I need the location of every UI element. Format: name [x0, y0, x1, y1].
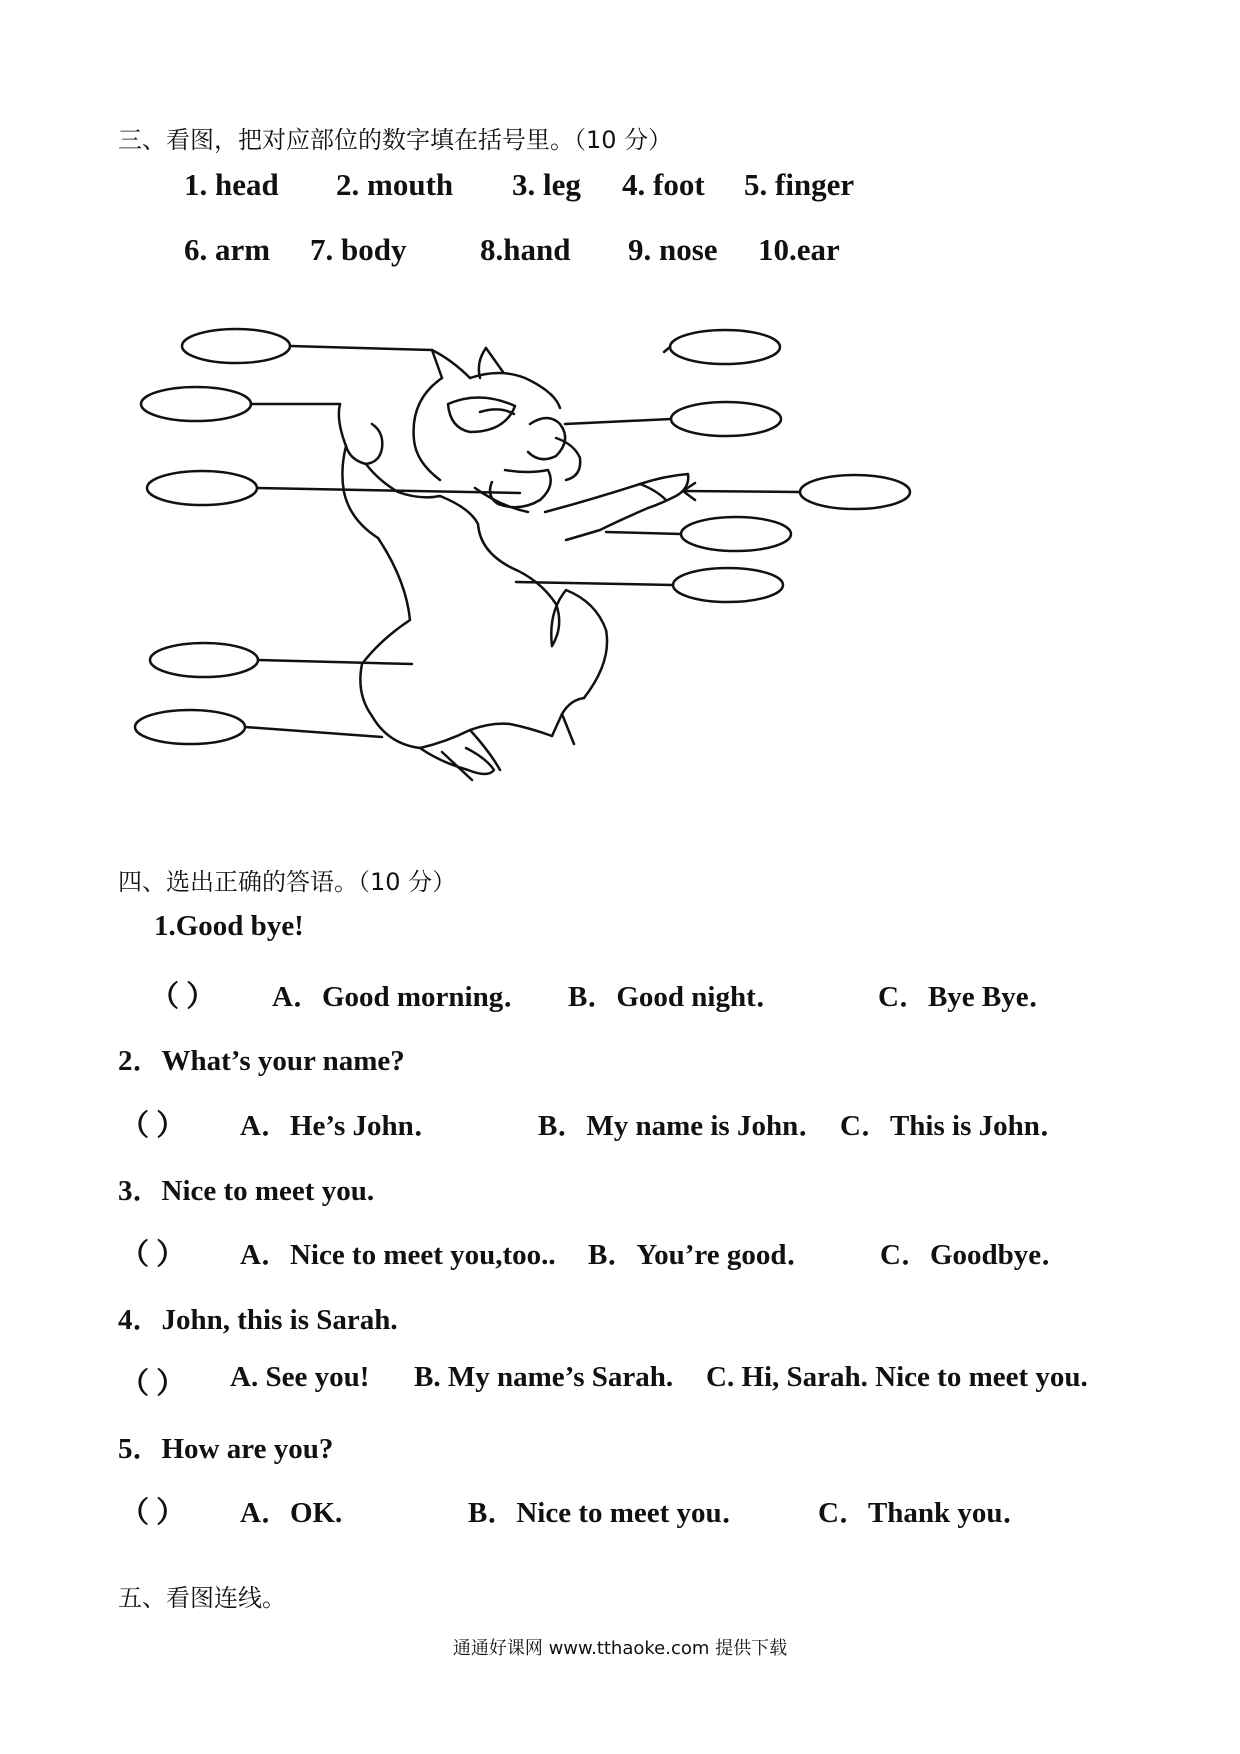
option-c: C．This is John． [840, 1110, 1069, 1142]
option-b: B．My name is John． [538, 1110, 828, 1142]
answer-oval[interactable] [671, 402, 781, 436]
answer-paren[interactable]: （ ） [120, 1497, 186, 1529]
option-a: A. See you! [230, 1361, 370, 1393]
answer-oval[interactable] [182, 329, 290, 363]
vocab-item: 3. leg [512, 167, 581, 202]
question-text: 5．How are you? [118, 1433, 334, 1465]
answer-oval[interactable] [681, 517, 791, 551]
vocab-item: 7. body [310, 232, 407, 267]
vocab-item: 9. nose [628, 232, 718, 267]
answer-paren[interactable]: （ ） [120, 1368, 186, 1400]
option-c: C. Hi, Sarah. Nice to meet you. [706, 1361, 1088, 1393]
answer-oval[interactable] [150, 643, 258, 677]
question-text: 4．John, this is Sarah. [118, 1304, 398, 1336]
squirrel-diagram [0, 300, 1240, 820]
vocab-item: 10.ear [758, 232, 840, 267]
option-c: C．Thank you． [818, 1497, 1032, 1529]
answer-oval[interactable] [147, 471, 257, 505]
question-text: 1.Good bye! [154, 910, 304, 942]
question-text: 2．What’s your name? [118, 1045, 405, 1077]
option-a: A．OK. [240, 1497, 343, 1529]
vocab-item: 1. head [184, 167, 279, 202]
answer-paren[interactable]: （ ） [120, 1110, 186, 1142]
vocab-item: 4. foot [622, 167, 705, 202]
option-c: C．Bye Bye． [878, 981, 1058, 1013]
vocab-item: 8.hand [480, 232, 571, 267]
option-b: B．You’re good． [588, 1239, 816, 1271]
answer-paren[interactable]: （ ） [150, 981, 216, 1013]
vocab-item: 6. arm [184, 232, 271, 267]
option-a: A．Good morning． [272, 981, 533, 1013]
option-c: C．Goodbye． [880, 1239, 1071, 1271]
answer-oval[interactable] [800, 475, 910, 509]
vocab-item: 2. mouth [336, 167, 454, 202]
answer-paren[interactable]: （ ） [120, 1239, 186, 1271]
page-footer: 通通好课网 www.tthaoke.com 提供下载 [452, 1638, 788, 1659]
vocab-item: 5. finger [744, 167, 855, 202]
option-b: B．Nice to meet you． [468, 1497, 751, 1529]
option-b: B. My name’s Sarah. [414, 1361, 674, 1393]
option-b: B．Good night． [568, 981, 785, 1013]
section5-title: 五、看图连线。 [118, 1584, 286, 1612]
question-text: 3．Nice to meet you. [118, 1175, 375, 1207]
answer-oval[interactable] [135, 710, 245, 744]
answer-oval[interactable] [670, 330, 780, 364]
answer-oval[interactable] [673, 568, 783, 602]
option-a: A．He’s John． [240, 1110, 443, 1142]
option-a: A．Nice to meet you,too.. [240, 1239, 556, 1271]
answer-oval[interactable] [141, 387, 251, 421]
section4-title: 四、选出正确的答语。（10 分） [118, 868, 457, 896]
section3-title: 三、看图，把对应部位的数字填在括号里。（10 分） [118, 126, 673, 154]
